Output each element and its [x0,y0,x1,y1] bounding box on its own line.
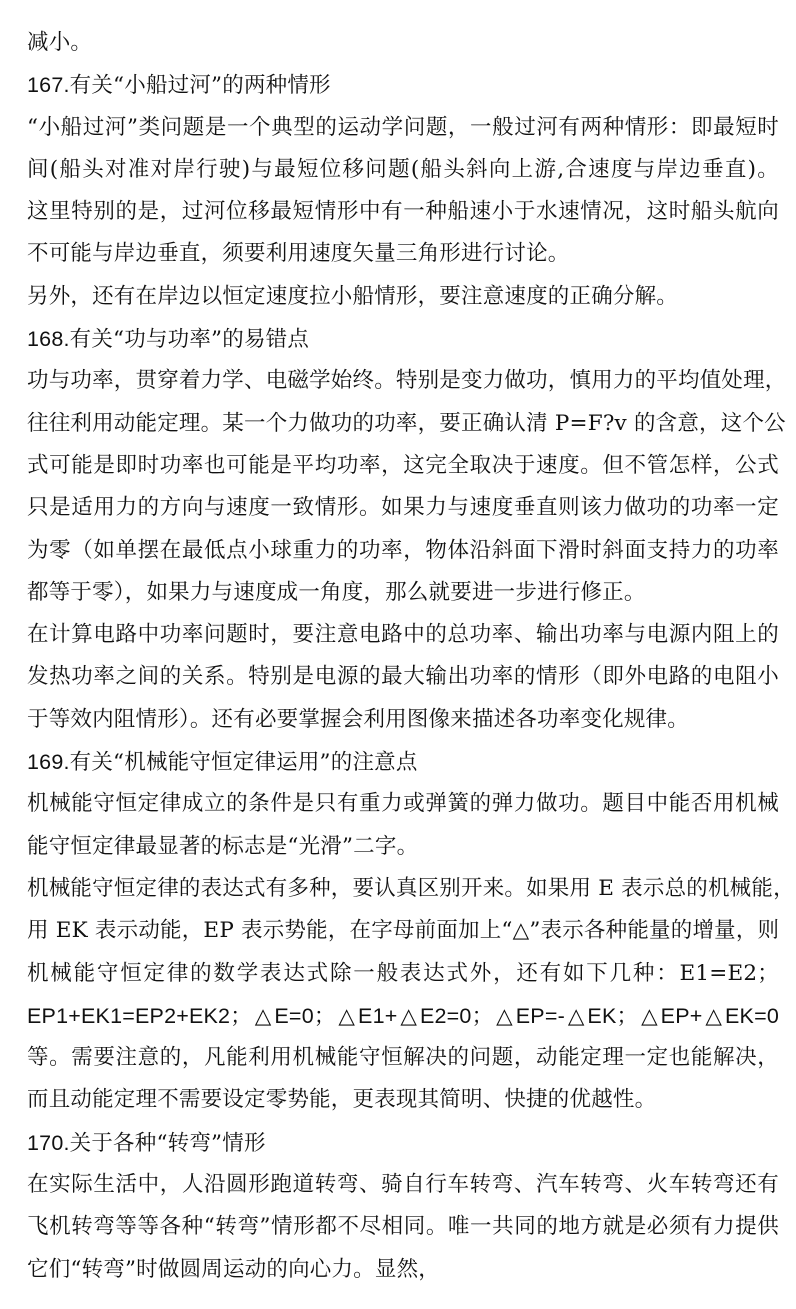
section-title: 有关“功与功率”的易错点 [69,327,310,353]
paragraph-line: 不可能与岸边垂直，须要利用速度矢量三角形进行讨论。 [27,241,570,267]
section-title: 关于各种“转弯”情形 [69,1130,266,1156]
paragraph-line: 飞机转弯等等各种“转弯”情形都不尽相同。唯一共同的地方就是必须有力提供 [27,1214,779,1240]
paragraph-line: 只是适用力的方向与速度一致情形。如果力与速度垂直则该力做功的功率一定 [27,495,779,521]
paragraph-line: 减小。 [27,30,93,55]
section-heading-168 [27,318,779,360]
paragraph-line: 等。需要注意的，凡能利用机械能守恒解决的问题，动能定理一定也能解决， [27,1045,779,1071]
section-number: 168. [27,327,70,352]
paragraph-line: 而且动能定理不需要设定零势能，更表现其简明、快捷的优越性。 [27,1087,657,1113]
section-number: 170. [27,1130,70,1155]
paragraph-line: 在计算电路中功率问题时，要注意电路中的总功率、输出功率与电源内阻上的 [27,622,779,648]
paragraph-line: “小船过河”类问题是一个典型的运动学问题，一般过河有两种情形：即最短时 [27,114,779,140]
paragraph-line: 发热功率之间的关系。特别是电源的最大输出功率的情形（即外电路的电阻小 [27,664,779,690]
section-title: 有关“机械能守恒定律运用”的注意点 [69,750,418,776]
section-heading-170 [27,1122,779,1164]
paragraph-line: 它们“转弯”时做圆周运动的向心力。显然， [27,1256,440,1282]
paragraph-line: 另外，还有在岸边以恒定速度拉小船情形，要注意速度的正确分解。 [27,283,679,309]
formula-line: EP1+EK1=EP2+EK2；△E=0；△E1+△E2=0；△EP=-△EK；△EP+△EK=0 [27,1003,779,1028]
paragraph-line: 往往利用动能定理。某一个力做功的功率，要正确认清 P=F?v 的含意，这个公 [27,410,786,436]
paragraph-line: 这里特别的是，过河位移最短情形中有一种船速小于水速情况，这时船头航向 [27,199,779,225]
paragraph-line: 于等效内阻情形）。还有必要掌握会利用图像来描述各功率变化规律。 [27,706,689,732]
section-heading-167 [27,64,779,106]
paragraph-line: 机械能守恒定律成立的条件是只有重力或弹簧的弹力做功。题目中能否用机械 [27,791,779,817]
paragraph-line: 为零（如单摆在最低点小球重力的功率，物体沿斜面下滑时斜面支持力的功率 [27,537,779,563]
paragraph-line: 机械能守恒定律的表达式有多种，要认真区别开来。如果用 E 表示总的机械能， [27,875,795,901]
paragraph-line: 式可能是即时功率也可能是平均功率，这完全取决于速度。但不管怎样，公式 [27,452,779,478]
paragraph-line: 在实际生活中，人沿圆形跑道转弯、骑自行车转弯、汽车转弯、火车转弯还有 [27,1172,779,1198]
paragraph-line: 机械能守恒定律的数学表达式除一般表达式外，还有如下几种：E1=E2； [27,960,779,986]
section-number: 167. [27,73,70,98]
document-page [27,22,795,1291]
paragraph-line: 用 EK 表示动能，EP 表示势能，在字母前面加上“△”表示各种能量的增量，则 [27,918,780,944]
paragraph-line: 能守恒定律最显著的标志是“光滑”二字。 [27,833,419,859]
section-number: 169. [27,750,70,775]
section-heading-169 [27,741,779,783]
paragraph-line: 功与功率，贯穿着力学、电磁学始终。特别是变力做功，慎用力的平均值处理， [27,368,787,394]
section-title: 有关“小船过河”的两种情形 [69,73,331,99]
paragraph-line: 间(船头对准对岸行驶)与最短位移问题(船头斜向上游,合速度与岸边垂直)。 [27,156,779,182]
paragraph-line: 都等于零），如果力与速度成一角度，那么就要进一步进行修正。 [27,579,646,605]
